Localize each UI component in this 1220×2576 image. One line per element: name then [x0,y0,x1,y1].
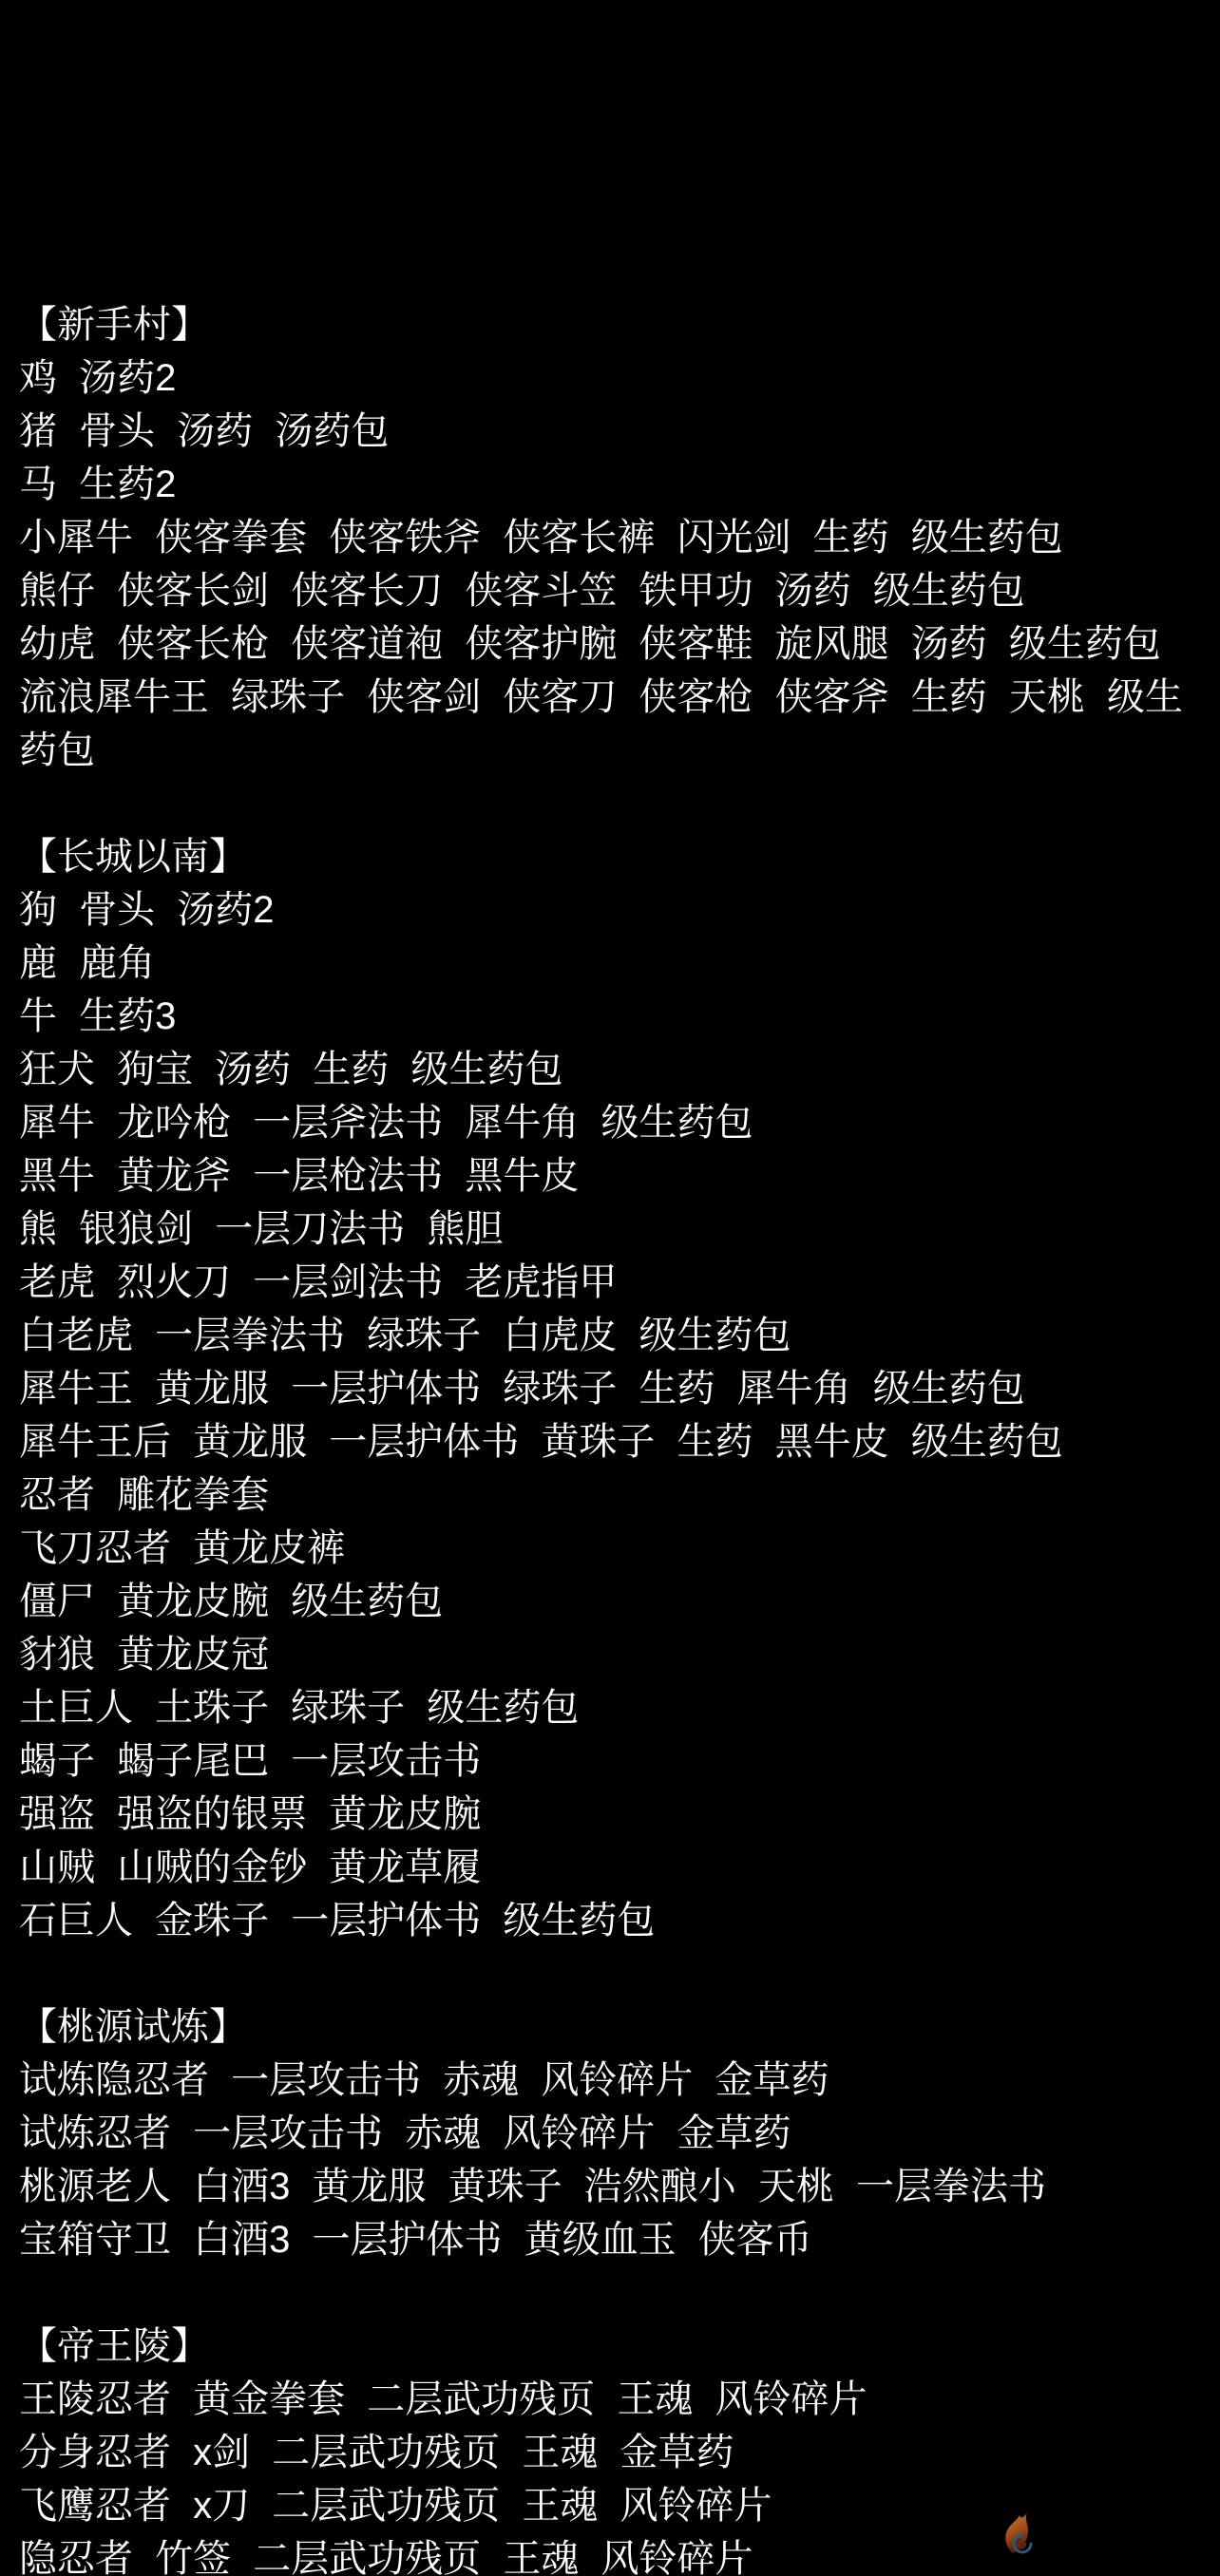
monster-entry [19,2054,1203,2107]
drop-item: 汤药 [774,570,851,612]
monster-name: 王陵忍者 [19,2378,171,2420]
drop-item: 黄龙皮腕 [329,1793,482,1835]
monster-entry [19,1734,1203,1788]
drop-item: 侠客长枪 [117,623,270,665]
zone-section [19,298,1203,777]
drop-item: 生药 [812,517,889,559]
monster-name: 猪 [19,410,57,452]
drop-item: 级生药包 [503,1900,656,1941]
monster-entry [19,511,1203,564]
monster-entry [19,2160,1203,2213]
drop-item: 白酒3 [193,2219,291,2261]
drop-item: 蝎子尾巴 [117,1740,270,1782]
drop-item: 强盗的银票 [117,1793,308,1835]
drop-item: 侠客枪 [639,676,753,718]
drop-item: 王魂 [617,2378,694,2420]
monster-entry [19,671,1203,777]
drop-item: 风铃碎片 [715,2378,867,2420]
monster-entry [19,1894,1203,1947]
drop-item: 级生药包 [872,1368,1025,1410]
monster-entry [19,405,1203,458]
monster-entry [19,990,1203,1043]
drop-item: 龙吟枪 [117,1102,232,1144]
monster-name: 马 [19,464,57,505]
monster-entry [19,1043,1203,1096]
drop-item: 级生药包 [19,676,1183,771]
zone-title: 【桃源试炼】 [19,2006,247,2048]
monster-name: 试炼隐忍者 [19,2059,209,2101]
drop-item: 金珠子 [155,1900,270,1941]
drop-item: 二层武功残页 [253,2538,482,2576]
drop-item: 风铃碎片 [541,2059,694,2101]
drop-item: 黄龙皮冠 [117,1634,270,1676]
drop-item: 生药2 [79,464,177,505]
drop-item: 生药 [639,1368,715,1410]
drop-item: 级生药包 [910,1421,1063,1463]
drop-item: 汤药包 [275,410,390,452]
drop-item: x刀 [193,2485,251,2527]
drop-item: 犀牛角 [465,1102,580,1144]
drop-item: 烈火刀 [117,1261,232,1303]
drop-item: 级生药包 [427,1687,580,1729]
drop-item: 生药 [313,1049,390,1090]
zone-section [19,830,1203,1947]
drop-item: 侠客护腕 [465,623,618,665]
monster-entry [19,617,1203,671]
drop-item: 赤魂 [443,2059,520,2101]
monster-name: 熊 [19,1208,57,1250]
zone-title: 【长城以南】 [19,836,247,878]
monster-entry [19,564,1203,617]
drop-item: 金草药 [715,2059,829,2101]
monster-entry [19,937,1203,990]
drop-item: 黄龙服 [193,1421,308,1463]
drop-item: 狗宝 [117,1049,194,1090]
monster-entry [19,2213,1203,2266]
drop-item: 绿珠子 [231,676,346,718]
drop-item: 白酒3 [193,2166,291,2207]
monster-name: 宝箱守卫 [19,2219,171,2261]
drop-item: 汤药2 [79,357,177,399]
monster-name: 鹿 [19,942,57,984]
drop-item: 雕花拳套 [117,1474,270,1516]
monster-name: 土巨人 [19,1687,133,1729]
monster-name: 飞鹰忍者 [19,2485,171,2527]
monster-name: 分身忍者 [19,2432,171,2473]
drop-item: 侠客币 [697,2219,812,2261]
drop-item: 土珠子 [155,1687,270,1729]
monster-name: 幼虎 [19,623,95,665]
monster-entry [19,1788,1203,1841]
drop-item: 王魂 [522,2432,599,2473]
drop-item: 竹签 [155,2538,232,2576]
monster-name: 强盗 [19,1793,95,1835]
drop-item: 鹿角 [79,942,156,984]
drop-item: 级生药包 [600,1102,753,1144]
drop-item: 侠客拳套 [155,517,308,559]
drop-item: 侠客刀 [503,676,618,718]
drop-item: 浩然酿小 [583,2166,736,2207]
monster-name: 犀牛 [19,1102,95,1144]
monster-entry [19,1681,1203,1734]
monster-entry [19,1203,1203,1256]
monster-name: 石巨人 [19,1900,133,1941]
zone-title: 【帝王陵】 [19,2325,209,2367]
drop-item: 天桃 [757,2166,834,2207]
monster-name: 狗 [19,889,57,931]
drop-item: 一层护体书 [291,1368,482,1410]
zone-entries [19,2054,1203,2266]
monster-entry [19,1415,1203,1468]
drop-item: 一层护体书 [291,1900,482,1941]
zone-title: 【新手村】 [19,304,209,346]
drop-item: 侠客斧 [774,676,889,718]
monster-entry [19,2373,1203,2426]
drop-item: 黄龙草履 [329,1847,482,1888]
drop-item: 风铃碎片 [620,2485,772,2527]
drop-item: 二层武功残页 [272,2432,501,2473]
monster-name: 忍者 [19,1474,95,1516]
drop-item: 天桃 [1008,676,1085,718]
drop-item: 级生药包 [910,517,1063,559]
drop-item: 黄珠子 [541,1421,656,1463]
drop-item: 一层刀法书 [215,1208,406,1250]
monster-entry [19,1575,1203,1628]
monster-name: 小犀牛 [19,517,133,559]
drop-item: 金草药 [620,2432,734,2473]
drop-item: 黄级血玉 [524,2219,677,2261]
drop-item: 骨头 [79,889,156,931]
drop-item: 侠客长剑 [117,570,270,612]
drop-item: 一层斧法书 [253,1102,444,1144]
drop-item: 生药3 [79,995,177,1037]
monster-name: 熊仔 [19,570,95,612]
zone-entries [19,351,1203,777]
drop-item: 黄龙皮腕 [117,1581,270,1622]
drop-item: 二层武功残页 [272,2485,501,2527]
drop-item: 金草药 [677,2112,791,2154]
drop-item: 王魂 [522,2485,599,2527]
monster-entry [19,1096,1203,1149]
drop-item: 侠客铁斧 [329,517,482,559]
monster-name: 黑牛 [19,1155,95,1197]
monster-entry [19,351,1203,405]
monster-name: 牛 [19,995,57,1037]
drop-item: 一层枪法书 [253,1155,444,1197]
monster-entry [19,883,1203,937]
monster-name: 豺狼 [19,1634,95,1676]
zone-section [19,2000,1203,2266]
drop-item: 级生药包 [291,1581,444,1622]
drop-item: 黄龙服 [155,1368,270,1410]
drop-item: 王魂 [503,2538,580,2576]
drop-item: x剑 [193,2432,251,2473]
monster-name: 狂犬 [19,1049,95,1090]
drop-item: 闪光剑 [677,517,791,559]
drop-item: 一层拳法书 [155,1315,346,1356]
drop-item: 黄金拳套 [193,2378,346,2420]
drop-item: 赤魂 [405,2112,482,2154]
drop-item: 旋风腿 [774,623,889,665]
monster-name: 白老虎 [19,1315,133,1356]
drop-item: 生药 [910,676,987,718]
monster-name: 飞刀忍者 [19,1527,171,1569]
monster-entry [19,1362,1203,1415]
drop-item: 犀牛角 [736,1368,851,1410]
drop-item: 一层护体书 [329,1421,520,1463]
drop-item: 侠客长刀 [291,570,444,612]
monster-entry [19,1256,1203,1309]
drop-item: 老虎指甲 [465,1261,618,1303]
drop-item: 汤药 [910,623,987,665]
monster-entry [19,2426,1203,2479]
drop-item: 风铃碎片 [600,2538,753,2576]
monster-entry [19,1628,1203,1681]
drop-item: 黄龙服 [312,2166,427,2207]
monster-entry [19,2107,1203,2160]
drop-list [19,298,1203,2576]
drop-item: 黄龙斧 [117,1155,232,1197]
drop-item: 一层拳法书 [856,2166,1046,2207]
drop-item: 黄龙皮裤 [193,1527,346,1569]
monster-name: 桃源老人 [19,2166,171,2207]
drop-item: 一层剑法书 [253,1261,444,1303]
monster-name: 隐忍者 [19,2538,133,2576]
drop-item: 熊胆 [427,1208,504,1250]
drop-item: 级生药包 [410,1049,563,1090]
monster-name: 流浪犀牛王 [19,676,209,718]
monster-name: 蝎子 [19,1740,95,1782]
drop-item: 银狼剑 [79,1208,194,1250]
drop-item: 一层攻击书 [231,2059,422,2101]
monster-entry [19,1309,1203,1362]
monster-entry [19,1522,1203,1575]
drop-item: 绿珠子 [291,1687,406,1729]
drop-item: 生药 [677,1421,753,1463]
monster-entry [19,458,1203,511]
drop-item: 一层护体书 [312,2219,503,2261]
drop-item: 铁甲功 [639,570,753,612]
zone-entries [19,883,1203,1947]
drop-item: 汤药 [177,410,254,452]
drop-item: 白虎皮 [503,1315,618,1356]
monster-entry [19,1468,1203,1522]
monster-entry [19,1841,1203,1894]
monster-name: 鸡 [19,357,57,399]
drop-item: 侠客长裤 [503,517,656,559]
monster-entry [19,1149,1203,1203]
drop-item: 级生药包 [1008,623,1161,665]
monster-name: 山贼 [19,1847,95,1888]
drop-item: 级生药包 [639,1315,791,1356]
monster-name: 犀牛王 [19,1368,133,1410]
drop-item: 侠客剑 [367,676,482,718]
monster-name: 僵尸 [19,1581,95,1622]
drop-item: 侠客鞋 [639,623,753,665]
drop-item: 侠客斗笠 [465,570,618,612]
monster-name: 老虎 [19,1261,95,1303]
drop-item: 汤药 [215,1049,292,1090]
drop-item: 绿珠子 [503,1368,618,1410]
drop-item: 骨头 [79,410,156,452]
drop-item: 一层攻击书 [193,2112,384,2154]
drop-item: 黑牛皮 [465,1155,580,1197]
drop-item: 绿珠子 [367,1315,482,1356]
drop-item: 二层武功残页 [367,2378,596,2420]
monster-name: 犀牛王后 [19,1421,171,1463]
drop-item: 风铃碎片 [503,2112,656,2154]
drop-item: 汤药2 [177,889,275,931]
monster-name: 试炼忍者 [19,2112,171,2154]
drop-item: 侠客道袍 [291,623,444,665]
drop-item: 黄珠子 [448,2166,562,2207]
drop-item: 一层攻击书 [291,1740,482,1782]
drop-item: 山贼的金钞 [117,1847,308,1888]
drop-item: 级生药包 [872,570,1025,612]
flame-swirl-icon [1001,2510,1043,2560]
drop-item: 黑牛皮 [774,1421,889,1463]
